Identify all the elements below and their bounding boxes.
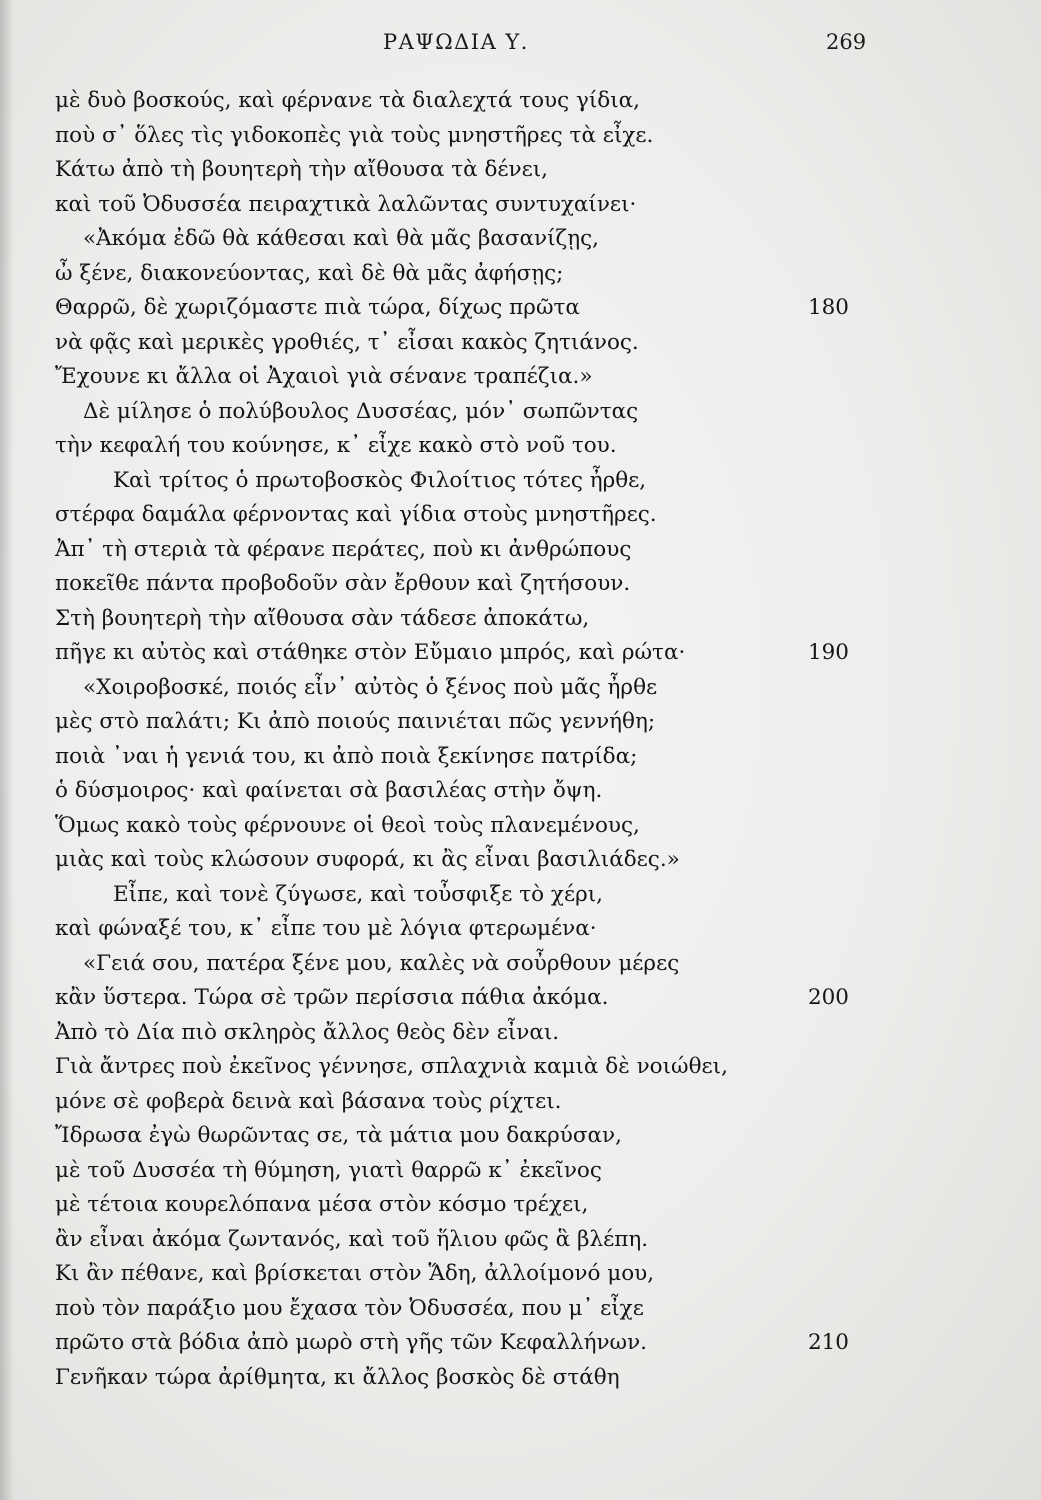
verse-line-text: ποκεῖθε πάντα προβοδοῦν σὰν ἔρθουν καὶ ζητήσουν. (55, 571, 631, 596)
verse-line-text: στέρφα δαμάλα φέρνοντας καὶ γίδια στοὺς μνηστῆρες. (55, 502, 657, 527)
verse-line-text: Κάτω ἀπὸ τὴ βουητερὴ τὴν αἴθουσα τὰ δένει, (55, 157, 549, 182)
verse-line (55, 636, 875, 671)
verse-line (55, 567, 875, 602)
verse-line-text: Δὲ μίλησε ὁ πολύβουλος Δυσσέας, μόν᾿ σωπῶντας (83, 398, 639, 424)
verse-line (55, 843, 875, 878)
verse-line-text: νὰ φᾷς καὶ μερικὲς γροθιές, τ᾿ εἶσαι κακὸς ζητιάνος. (55, 329, 639, 355)
verse-line-text: ἂν εἶναι ἀκόμα ζωντανός, καὶ τοῦ ἥλιου φῶς ἃ βλέπη. (55, 1226, 649, 1252)
verse-line (55, 498, 875, 533)
verse-line-text: Ὅμως κακὸ τοὺς φέρνουνε οἱ θεοὶ τοὺς πλανεμένους, (55, 812, 640, 838)
verse-line (55, 740, 875, 775)
verse-line (55, 1188, 875, 1223)
verse-line-text: «Γειά σου, πατέρα ξένε μου, καλὲς νὰ σοὖρθουν μέρες (83, 950, 680, 976)
verse-line-text: Ἀπ᾿ τὴ στεριὰ τὰ φέρανε περάτες, ποὺ κι ἀνθρώπους (55, 536, 632, 562)
verse-line-text: Καὶ τρίτος ὁ πρωτοβοσκὸς Φιλοίτιος τότες ἦρθε, (113, 467, 647, 493)
verse-line (55, 878, 875, 913)
verse-line-text: ὦ ξένε, διακονεύοντας, καὶ δὲ θὰ μᾶς ἀφήσῃς; (55, 260, 564, 286)
verse-line-text: μιὰς καὶ τοὺς κλώσουν συφορά, κι ἂς εἶναι βασιλιάδες.» (55, 847, 680, 872)
verse-line (55, 188, 875, 223)
verse-line (55, 809, 875, 844)
verse-line-text: καὶ τοῦ Ὀδυσσέα πειραχτικὰ λαλῶντας συντυχαίνει· (55, 191, 637, 217)
verse-line-text: πῆγε κι αὐτὸς καὶ στάθηκε στὸν Εὔμαιο μπρός, καὶ ρώτα· (55, 640, 686, 665)
verse-line (55, 291, 875, 326)
verse-line (55, 981, 875, 1016)
verse-line (55, 1050, 875, 1085)
verse-line-text: «Χοιροβοσκέ, ποιός εἶν᾿ αὐτὸς ὁ ξένος ποὺ μᾶς ἦρθε (83, 674, 658, 700)
page-number: 269 (826, 30, 867, 54)
verse-line-text: πρῶτο στὰ βόδια ἀπὸ μωρὸ στὴ γῆς τῶν Κεφαλλήνων. (55, 1330, 647, 1355)
verse-line (55, 533, 875, 568)
verse-line (55, 1085, 875, 1120)
verse-line (55, 360, 875, 395)
verse-line (55, 705, 875, 740)
verse-line-text: μόνε σὲ φοβερὰ δεινὰ καὶ βάσανα τοὺς ρίχτει. (55, 1088, 562, 1114)
verse-line-text: μὲ δυὸ βοσκούς, καὶ φέρνανε τὰ διαλεχτά τους γίδια, (55, 88, 641, 113)
line-number: 190 (807, 640, 849, 665)
page-header (0, 28, 1041, 58)
verse-text (55, 84, 875, 1395)
verse-line-text: Ἀπὸ τὸ Δία πιὸ σκληρὸς ἄλλος θεὸς δὲν εἶναι. (55, 1019, 560, 1045)
verse-line (55, 153, 875, 188)
verse-line-text: ὁ δύσμοιρος· καὶ φαίνεται σὰ βασιλέας στὴν ὄψη. (55, 778, 603, 803)
verse-line-text: ποὺ τὸν παράξιο μου ἔχασα τὸν Ὀδυσσέα, που μ᾿ εἶχε (55, 1295, 644, 1321)
verse-line (55, 1154, 875, 1189)
verse-line (55, 326, 875, 361)
verse-line-text: μὲς στὸ παλάτι; Κι ἀπὸ ποιούς παινιέται πῶς γεννήθη; (55, 709, 656, 734)
verse-line-text: καὶ φώναξέ του, κ᾿ εἶπε του μὲ λόγια φτερωμένα· (55, 916, 597, 941)
verse-line (55, 429, 875, 464)
verse-line-text: μὲ τοῦ Δυσσέα τὴ θύμηση, γιατὶ θαρρῶ κ᾿ ἐκεῖνος (55, 1157, 602, 1183)
verse-line (55, 1292, 875, 1327)
verse-line (55, 119, 875, 154)
verse-line-text: Ἔχουνε κι ἄλλα οἱ Ἀχαιοὶ γιὰ σένανε τραπέζια.» (55, 364, 593, 389)
verse-line-text: κἂν ὕστερα. Τώρα σὲ τρῶν περίσσια πάθια ἀκόμα. (55, 985, 609, 1010)
running-head: ΡΑΨΩΔΙΑ Υ. (383, 30, 529, 54)
verse-line (55, 947, 875, 982)
verse-line (55, 395, 875, 430)
verse-line-text: Θαρρῶ, δὲ χωριζόμαστε πιὰ τώρα, δίχως πρῶτα (55, 295, 580, 320)
page-gutter-shadow (0, 0, 14, 1500)
verse-line (55, 1016, 875, 1051)
verse-line (55, 1326, 875, 1361)
verse-line-text: Ἴδρωσα ἐγὼ θωρῶντας σε, τὰ μάτια μου δακρύσαν, (55, 1123, 622, 1148)
verse-line (55, 602, 875, 637)
verse-line (55, 257, 875, 292)
verse-line (55, 1223, 875, 1258)
verse-line-text: Στὴ βουητερὴ τὴν αἴθουσα σὰν τάδεσε ἀποκάτω, (55, 605, 590, 631)
verse-line (55, 464, 875, 499)
line-number: 180 (807, 295, 849, 320)
verse-line (55, 222, 875, 257)
verse-line-text: Γιὰ ἄντρες ποὺ ἐκεῖνος γέννησε, σπλαχνιὰ καμιὰ δὲ νοιώθει, (55, 1054, 728, 1079)
verse-line-text: ποὺ σ᾿ ὅλες τὶς γιδοκοπὲς γιὰ τοὺς μνηστῆρες τὰ εἶχε. (55, 122, 654, 148)
verse-line-text: Εἶπε, καὶ τονὲ ζύγωσε, καὶ τοὖσφιξε τὸ χέρι, (113, 881, 603, 907)
verse-line-text: τὴν κεφαλή του κούνησε, κ᾿ εἶχε κακὸ στὸ νοῦ του. (55, 433, 617, 458)
verse-line (55, 774, 875, 809)
verse-line (55, 1257, 875, 1292)
line-number: 200 (807, 985, 849, 1010)
verse-line-text: μὲ τέτοια κουρελόπανα μέσα στὸν κόσμο τρέχει, (55, 1192, 589, 1217)
line-number: 210 (807, 1330, 849, 1355)
verse-line (55, 912, 875, 947)
verse-line-text: Κι ἂν πέθανε, καὶ βρίσκεται στὸν Ἅδη, ἀλλοίμονό μου, (55, 1261, 655, 1286)
verse-line-text: Γενῆκαν τώρα ἀρίθμητα, κι ἄλλος βοσκὸς δὲ στάθη (55, 1364, 620, 1390)
verse-line-text: «Ἀκόμα ἐδῶ θὰ κάθεσαι καὶ θὰ μᾶς βασανίζῃς, (83, 226, 599, 251)
verse-line (55, 84, 875, 119)
verse-line (55, 1119, 875, 1154)
verse-line-text: ποιὰ ᾿ναι ἡ γενιά του, κι ἀπὸ ποιὰ ξεκίνησε πατρίδα; (55, 743, 638, 769)
verse-line (55, 671, 875, 706)
verse-line (55, 1361, 875, 1396)
